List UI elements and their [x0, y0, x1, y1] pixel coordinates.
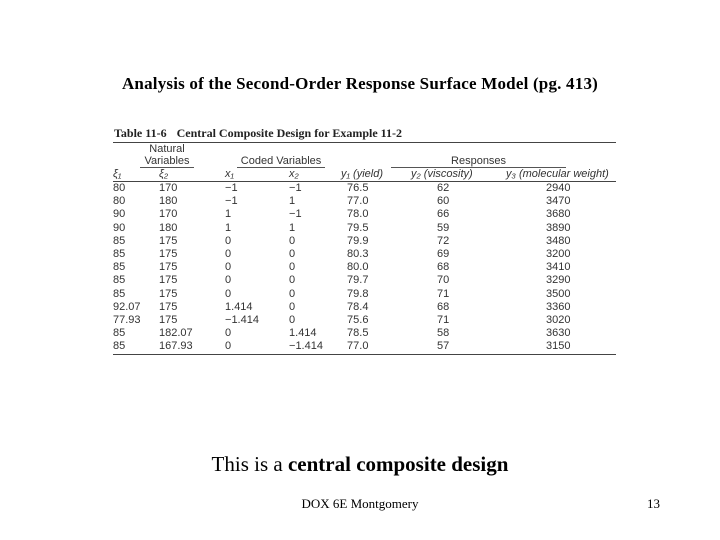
table-cell: −1: [289, 208, 302, 221]
col-header: ξ₂: [159, 168, 221, 182]
table-row: [113, 222, 616, 235]
table-cell: 72: [437, 234, 450, 247]
table-cell: 60: [437, 195, 450, 208]
table-cell: 167.93: [159, 340, 221, 354]
table-cell: 3890: [546, 221, 571, 234]
table-cell: 70: [437, 274, 450, 287]
table-cell: 175: [159, 234, 178, 247]
table-cell: 0: [289, 314, 296, 327]
page-number: 13: [647, 496, 660, 511]
table-cell: 90: [113, 208, 126, 221]
subtitle-emphasis: central composite design: [287, 452, 509, 476]
table-cell: 3480: [546, 234, 571, 247]
table-cell: 175: [159, 314, 178, 327]
table-row: [113, 288, 616, 301]
table-cell: 175: [159, 261, 178, 274]
table-cell: 0: [289, 287, 296, 300]
header-responses: Responses: [341, 143, 616, 168]
table-cell: 85: [113, 327, 126, 340]
table-cell: 75.6: [347, 314, 369, 327]
table-cell: 1: [289, 195, 296, 208]
table-cell: 0: [225, 274, 232, 287]
table-cell: 58: [437, 327, 450, 340]
table-cell: 3410: [546, 261, 571, 274]
table-cell: 170: [159, 208, 178, 221]
col-header: x₂: [289, 168, 341, 182]
table-cell: 1: [289, 221, 296, 234]
table-cell: 175: [159, 248, 178, 261]
table-row: [113, 301, 616, 314]
table-cell: 3290: [546, 274, 571, 287]
table-cell: 85: [113, 234, 126, 247]
table-cell: 3500: [546, 287, 571, 300]
table-row: [113, 274, 616, 287]
table-cell: 3150: [506, 340, 616, 354]
table-cell: 3360: [546, 300, 571, 313]
table-cell: −1: [225, 182, 238, 194]
table-cell: 92.07: [113, 300, 141, 313]
table-cell: −1: [289, 182, 302, 194]
table-cell: 0: [221, 340, 289, 354]
table-cell: 85: [113, 274, 126, 287]
table-caption-title: Central Composite Design for Example 11-2: [176, 126, 403, 140]
table-cell: 80: [113, 195, 126, 208]
table-cell: 3680: [546, 208, 571, 221]
table-cell: 71: [437, 314, 450, 327]
table-cell: 59: [437, 221, 450, 234]
footer-source: DOX 6E Montgomery: [301, 496, 419, 511]
table-row: [113, 314, 616, 327]
table-cell: 3200: [546, 248, 571, 261]
table-cell: 79.9: [347, 234, 369, 247]
table-cell: 66: [437, 208, 450, 221]
table-cell: 80.3: [347, 248, 369, 261]
table-cell: 78.4: [347, 300, 369, 313]
table-row: [113, 182, 616, 196]
table-cell: 182.07: [159, 327, 193, 340]
table-cell: 62: [437, 182, 450, 194]
table-cell: −1.414: [289, 340, 341, 354]
table-cell: 0: [225, 248, 232, 261]
table-cell: 79.7: [347, 274, 369, 287]
table-cell: 85: [113, 340, 159, 354]
table-cell: 1.414: [225, 300, 253, 313]
table-row: [113, 208, 616, 221]
table-cell: 68: [437, 300, 450, 313]
col-header: x₁: [221, 168, 289, 182]
table-cell: 3630: [546, 327, 571, 340]
table-cell: 77.0: [347, 195, 369, 208]
table-cell: 0: [289, 300, 296, 313]
design-table: [113, 143, 616, 355]
table-row: [113, 195, 616, 208]
table-cell: 0: [289, 248, 296, 261]
table-row: [113, 261, 616, 274]
subtitle-prefix: This is a: [211, 452, 288, 476]
table-cell: 78.5: [347, 327, 369, 340]
table-cell: 77.0: [341, 340, 411, 354]
col-header: y₂ (viscosity): [411, 168, 506, 182]
table-cell: −1.414: [225, 314, 259, 327]
col-header: y₁ (yield): [341, 168, 411, 182]
table-cell: 90: [113, 221, 126, 234]
table-row: [113, 340, 616, 354]
table-cell: 57: [411, 340, 506, 354]
col-header: y₃ (molecular weight): [506, 168, 616, 182]
table-cell: 85: [113, 287, 126, 300]
table-cell: 0: [289, 234, 296, 247]
table-cell: 77.93: [113, 314, 141, 327]
table-cell: 1: [225, 221, 232, 234]
slide-subtitle: [0, 452, 720, 477]
table-cell: 71: [437, 287, 450, 300]
table-cell: 80.0: [347, 261, 369, 274]
table-cell: 76.5: [347, 182, 369, 194]
table-cell: 85: [113, 248, 126, 261]
table-row: [113, 327, 616, 340]
table-cell: 0: [289, 261, 296, 274]
table-cell: 3020: [546, 314, 571, 327]
table-cell: 68: [437, 261, 450, 274]
table-cell: 0: [289, 274, 296, 287]
table-row: [113, 235, 616, 248]
table-cell: 175: [159, 274, 178, 287]
slide-title: Analysis of the Second-Order Response Surface Model (pg. 413): [121, 74, 599, 93]
table-cell: 1: [225, 208, 232, 221]
table-cell: 2940: [546, 182, 571, 194]
table-cell: 78.0: [347, 208, 369, 221]
table-cell: 0: [225, 327, 232, 340]
table-cell: 85: [113, 261, 126, 274]
table-cell: 69: [437, 248, 450, 261]
table-cell: 3470: [546, 195, 571, 208]
table-cell: 180: [159, 221, 178, 234]
table-cell: 79.8: [347, 287, 369, 300]
table-cell: 79.5: [347, 221, 369, 234]
table-cell: 0: [225, 287, 232, 300]
table-cell: −1: [225, 195, 238, 208]
table-cell: 175: [159, 300, 178, 313]
table-cell: 170: [159, 182, 178, 194]
table-caption-number: Table 11-6: [114, 126, 167, 140]
table-cell: 0: [225, 234, 232, 247]
table-cell: 180: [159, 195, 178, 208]
col-header: ξ₁: [113, 168, 159, 182]
table-cell: 0: [225, 261, 232, 274]
ccd-table: [113, 126, 616, 355]
header-natural-variables: Natural Variables: [113, 143, 221, 168]
table-row: [113, 248, 616, 261]
header-coded-variables: Coded Variables: [221, 143, 341, 168]
table-caption: [113, 126, 616, 142]
table-cell: 175: [159, 287, 178, 300]
table-cell: 1.414: [289, 327, 317, 340]
table-cell: 80: [113, 182, 126, 194]
